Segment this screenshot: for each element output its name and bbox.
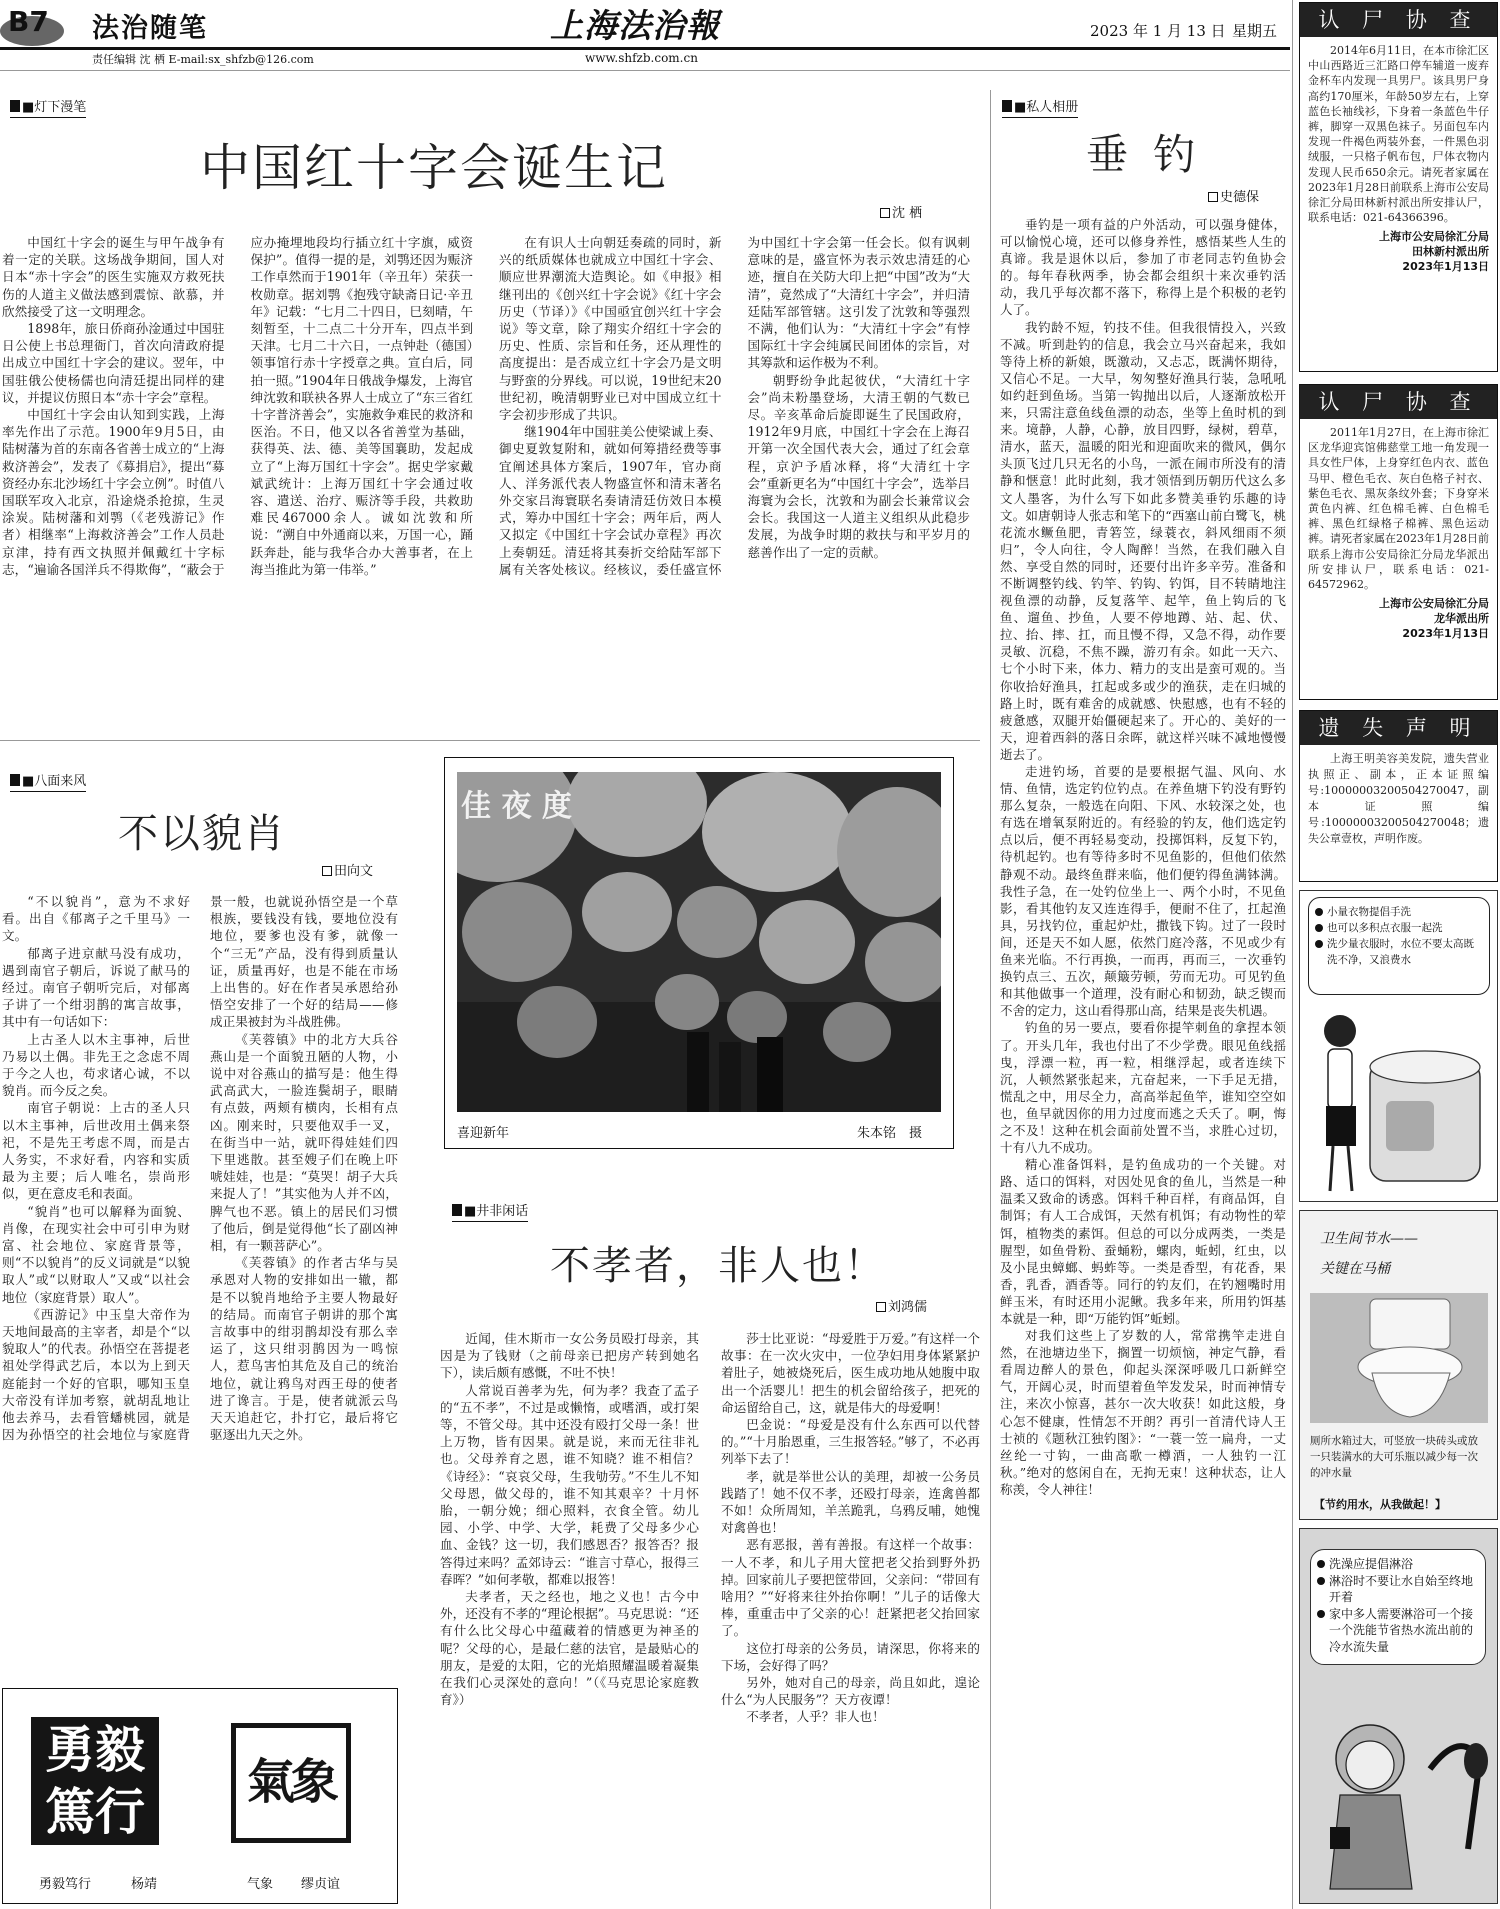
seal-author-2: 缪贞谊 bbox=[301, 1877, 341, 1892]
seal-stamp-2 bbox=[231, 1723, 351, 1843]
lantern-photo bbox=[457, 772, 941, 1112]
seal-stamp-1 bbox=[31, 1717, 159, 1845]
editor-line: 责任编辑 沈 栖 E-mail:sx_shfzb@126.com bbox=[92, 53, 314, 66]
article-title: 不以貌肖 bbox=[118, 811, 286, 857]
notice-sign: 上海市公安局徐汇分局 bbox=[1379, 597, 1489, 611]
notice-body: 2014年6月11日，在本市徐汇区中山西路近三汇路口停车辅道一废弃金杯车内发现一具男尸。该具男尸身高约170厘米，年龄50岁左右，上穿蓝色长袖线衫，下身着一条蓝色牛仔裤，脚穿一双黑色袜子。另面包车内发现一件褐色两装外套，一件黑色羽绒服，一只格子帆布包，尸体衣物内发现人民币650余元。请死者家属在2023年1月28日前联系上海市公安局徐汇分局田林新村派出所安排认尸，联系电话：021-64366396。 bbox=[1308, 44, 1489, 225]
photo-frame bbox=[444, 757, 954, 1149]
section-name: 法治随笔 bbox=[92, 13, 208, 44]
article-body-2: “不以貌肖”，意为不求好看。出自《郁离子之千里马》一文。 郁离子进京献马没有成功，遇到南官子朝后，诉说了献马的经过。南官子朝听完后，对郁离子讲了一个绀羽鹊的寓言故事，其中有一句话如下： 上古圣人以木主事神，后世乃易以土偶。非先王之念虑不周于今之人也，苟求诸心诚，不以貌肖。而今反之矣。 南官子朝说：上古的圣人只以木主事神，后世改用土偶来祭祀，不是先王考虑不周，而是古人务实，不求好看，内容和实质最为主要；后人唯名，崇尚形似，更在意皮毛和表面。 “貌肖”也可以解释为面貌、肖像，在现实社会中可引申为财富、社会地位、家庭背景等，则“不以貌肖”的反义词就是“以貌取人”或“以财取人”又或“以社会地位（家庭背景）取人”。 《西游记》中玉皇大帝作为天地间最高的主宰者，却是个“以貌取人”的代表。孙悟空在菩提老祖处学得武艺后，本以为上到天庭能封一个好的官职，哪知玉皇大帝没有详加考察，就胡乱地让他去养马，去看管蟠桃园，就是因为孙悟空的社会地位与家庭背景一般，也就说孙悟空是一个草根族，要钱没有钱，要地位没有地位，要爹也没有爹，就像一个“三无”产品，没有得到质量认证，质量再好，也是不能在市场上出售的。好在作者吴承恩给孙悟空安排了一个好的结局——修成正果被封为斗战胜佛。 《芙蓉镇》中的北方大兵谷燕山是一个面貌丑陋的人物，小说中对谷燕山的描写是：他生得武高武大，一脸连鬓胡子，眼睛有点鼓，两颊有横肉，长相有点凶。刚来时，只要他双手一叉，在街当中一站，就吓得娃娃们四下里逃散。甚至嫂子们在晚上吓唬娃娃，也是：“莫哭！胡子大兵来捉人了！”其实他为人并不凶，脾气也不恶。镇上的居民们习惯了他后，倒是觉得他“长了副凶神相，有一颗菩萨心”。 《芙蓉镇》的作者古华与吴承恩对人物的安排如出一辙，都是不以貌肖地给予主要人物最好的结局。而南官子朝讲的那个寓言故事中的绀羽鹊却没有那么幸运了，这只绀羽鹊因为一鸣惊人，惹鸟害怕其危及自己的统治地位，就让鸦鸟对西王母的使者进了谗言。于是，使者就派云鸟天天追赶它，扑打它，最后将它驱逐出九天之外。 bbox=[2, 894, 398, 1443]
website: www.shfzb.com.cn bbox=[585, 51, 698, 65]
notice-box-2 bbox=[1299, 384, 1498, 700]
psa-toilet bbox=[1299, 1210, 1498, 1520]
issue-weekday: 星期五 bbox=[1232, 22, 1278, 40]
column-tag-wind: ■八面来风 bbox=[10, 770, 86, 789]
notice-body: 2011年1月27日，在上海市徐汇区龙华迎宾馆佛慈堂工地一角发现一具女性尸体，上身穿红色内衣、蓝色马甲、橙色毛衣、灰白色格子衬衣、紫色毛衣、黑灰条纹外套；下身穿米黄色内裤、红色棉毛裤、白色棉毛裤、黑色红绿格子棉裤、黑色运动裤。请死者家属在2023年1月28日前联系上海市公安局徐汇分局龙华派出所安排认尸，联系电话：021-64572962。 bbox=[1308, 426, 1489, 592]
article-body-3: 近闻，佳木斯市一女公务员殴打母亲，其因是为了钱财（之前母亲已把房产转到她名下），读后颇有感慨，不吐不快！ 人常说百善孝为先，何为孝？我查了孟子的“五不孝”，不过是或懒惰，或嗜酒，或打架等，不管父母。其中还没有殴打父母一条！世上万物，皆有因果。就是说，来而无往非礼也。父母养育之恩，谁不知晓？谁不相信？《诗经》：“哀哀父母，生我劬劳。”不生儿不知父母恩，做父母的，谁不知其艰辛？十月怀胎，一朝分娩；细心照料，衣食全管。幼儿园、小学、中学、大学，耗费了父母多少心血、金钱？这一切，我们感恩否？报答否？报答得过来吗？孟郊诗云：“谁言寸草心，报得三春晖？”如何孝敬，都难以报答！ 夫孝者，天之经也，地之义也！古今中外，还没有不孝的“理论根据”。马克思说：“还有什么比父母心中蕴藏着的情感更为神圣的呢？父母的心，是最仁慈的法官，是最贴心的朋友，是爱的太阳，它的光焰照耀温暖着凝集在我们心灵深处的意向！”（《马克思论家庭教育》） 莎士比亚说：“母爱胜于万爱。”有这样一个故事：在一次火灾中，一位孕妇用身体紧紧护着肚子，她被烧死后，医生成功地从她腹中取出一个活婴儿！把生的机会留给孩子，把死的命运留给自己，这，就是伟大的母爱啊！ 巴金说：“母爱是没有什么东西可以代替的。”“十月胎恩重，三生报答轻。”够了，不必再列举下去了！ 孝，就是举世公认的美理，却被一公务员践踏了！她不仅不孝，还殴打母亲，连禽兽都不如！众所周知，羊羔跪乳，乌鸦反哺，她愧对禽兽也！ 恶有恶报，善有善报。有这样一个故事：一人不孝，和儿子用大筐把老父抬到野外扔掉。回家前儿子要把筐带回，父亲问：“带回有啥用？”“好将来往外抬你啊！”儿子的话像大棒，重重击中了父亲的心！赶紧把老父抬回家了。 这位打母亲的公务员，请深思，你将来的下场，会好得了吗？ 另外，她对自己的母亲，尚且如此，遑论什么“为人民服务”？天方夜谭！ 不孝者，人乎？非人也！ bbox=[440, 1331, 980, 1725]
psa-slogan: 【节约用水，从我做起！】 bbox=[1314, 1498, 1446, 1511]
divider bbox=[0, 740, 980, 741]
byline: 田向文 bbox=[322, 860, 373, 879]
notice-sign: 田林新村派出所 bbox=[1412, 245, 1489, 259]
notice-date: 2023年1月13日 bbox=[1402, 627, 1489, 641]
washing-machine-illustration bbox=[1300, 1001, 1497, 1201]
notice-body: 上海王明美容美发院，遗失营业执照正、副本，正本证照编号:10000003200504270047，副本证照编号:10000003200504270048；遗失公章壹枚，声明作废。 bbox=[1308, 752, 1489, 845]
seal-author-1: 杨靖 bbox=[131, 1877, 158, 1892]
notice-title: 认 尸 协 查 bbox=[1300, 385, 1497, 419]
byline: 刘鸿儒 bbox=[876, 1296, 927, 1315]
woman-shower-illustration bbox=[1300, 1699, 1497, 1899]
article-body-4: 垂钓是一项有益的户外活动，可以强身健体，可以愉悦心境，还可以修身养性，感悟某些人生的真谛。我是退休以后，参加了市老同志钓鱼协会的。每年春秋两季，协会都会组织十来次垂钓活动，我几乎每次都不落下，称得上是个积极的老钓人了。 我钓龄不短，钓技不佳。但我很情投入，兴致不减。听到赴钓的信息，我会立马兴奋起来，我如等待上桥的新娘，既激动，又忐忑，既满怀期待，又信心不足。一大早，匆匆整好渔具行装，急吼吼如约赶到鱼场。当第一钩抛出以后，人逐渐放松开来，只需注意鱼线鱼漂的动态，坐等上鱼时机的到来。境静，人静，心静，放目四野，绿树，碧草，清水，蓝天，温暖的阳光和迎面吹来的微风，偶尔头顶飞过几只无名的小鸟，一派在闹市所没有的清静和惬意！此时此刻，我才领悟到历朝历代这么多文人墨客，为什么写下如此多赞美垂钓乐趣的诗文。如唐朝诗人张志和笔下的“西塞山前白鹭飞，桃花流水鳜鱼肥，青箬笠，绿蓑衣，斜风细雨不须归”，令人向往，令人陶醉！当然，在我们融入自然、享受自然的同时，还要付出许多辛劳。准备和不断调整钓线、钓竿、钓钩、钓饵，目不转睛地注视鱼漂的动静，反复落竿、起竿，鱼上钩后的飞鱼、遛鱼、抄鱼，人要不停地蹲、站、起、伏、拉、抬、摔、扛，而且慢不得，又急不得，动作要灵敏、沉稳，不焦不躁，游刃有余。如此一天六、七个小时下来，体力、精力的支出是蛮可观的。当你收拾好渔具，扛起或多或少的渔获，走在归城的路上时，既有难舍的成就感、快慰感，也有不轻的疲惫感，双腿开始僵硬起来了。开心的、美好的一天，迎着西斜的落日余晖，就这样兴味不减地慢慢逝去了。 走进钓场，首要的是要根据气温、风向、水情、鱼情，选定钓位钓点。在养鱼塘下钓没有野钓那么复杂，一般选在向阳、下风、水较深之处，也有选在增氧泵附近的。有经验的钓友，他们选定钓点以后，便不再轻易变动，投掷饵料，反复下钓，待机起钓。也有等待多时不见鱼影的，但他们依然静观不动。最终鱼群来临，他们便钓得鱼满钵满。我性子急，在一处钓位坐上一、两个小时，不见鱼影，看其他钓友又连连得手，便耐不住了，扛起渔具，另找钓位，重起炉灶，撒钱下钩。过了一段时间，还是天不如人愿，依然门庭冷落，不见或少有鱼来光临。不行再换，一而再，再而三，一次垂钓换钓点三、五次，颠簸劳顿，劳而无功。可见钓鱼和其他做事一个道理，没有耐心和韧劲，缺乏锲而不舍的定力，这山看得那山高，结果是丧失机遇。 钓鱼的另一要点，要看你提竿刺鱼的拿捏本领了。开头几年，我也付出了不少学费。眼见鱼线摇曳，浮漂一粒，再一粒，相继浮起，或者连续下沉，人顿然紧张起来，亢奋起来，一下手足无措，慌乱之中，用尽全力，高高举起鱼竿，谁知空空如也，鱼早就因你的用力过度而逃之夭夭了。啊，悔之不及！这种在机会面前处置不当，求胜心过切，十有八九不成功。 精心准备饵料，是钓鱼成功的一个关键。对路、适口的饵料，对因处见食的鱼儿，当然是一种温柔又致命的诱惑。饵料千种百样，有商品饵，自制饵；有人工合成饵，天然有机饵；有动物性的荤饵，植物类的素饵。但总的可以分成两类，一类是腥型，如鱼骨粉、蚕蛹粉，螺肉，蚯蚓，红虫，以及小昆虫蟑螂、蚂蚱等。一类是香型，有花香，果香，乳香，酒香等。同行的钓友们，在钓翘嘴时用鲜玉米，有时还用小泥鳅。我多年来，所用钓饵基本就是一种，即“万能钓饵”蚯蚓。 对我们这些上了岁数的人，常常携竿走进自然，在池塘边坐下，搁置一切烦恼，神定气静，看看周边醉人的景色，仰起头深深呼吸几口新鲜空气，开阔心灵，时而望着鱼竿发发呆，时而神情专注，来次小惊喜，甚尔一次大收获！如此这般，身心怎不健康，性情怎不开朗？再引一首清代诗人王士祯的《题秋江独钓图》：“一蓑一笠一扁舟，一丈丝纶一寸钩，一曲高歌一樽酒，一人独钓一江秋。”绝对的悠闲自在，无拘无束！这种状态，让人称羡，令人神往！ bbox=[1000, 217, 1286, 1497]
lantern-image bbox=[457, 772, 941, 1112]
seal-caption-2: 气象 bbox=[247, 1877, 274, 1892]
issue-date: 2023 年 1 月 13 日 bbox=[1090, 22, 1226, 40]
article-title: 垂 钓 bbox=[1086, 130, 1202, 179]
psa-heading: 卫生间节水—— bbox=[1320, 1231, 1418, 1247]
psa-bubble: 小量衣物提倡手洗 也可以多积点衣服一起洗 洗少量衣服时，水位不要太高既洗不净，又浪费水 bbox=[1308, 897, 1490, 995]
seal-glyph-2: 氣象 bbox=[246, 1754, 335, 1810]
notice-sign: 龙华派出所 bbox=[1434, 612, 1489, 626]
notice-sign: 上海市公安局徐汇分局 bbox=[1379, 230, 1489, 244]
byline: 沈 栖 bbox=[880, 202, 922, 221]
article-title: 不孝者，非人也！ bbox=[550, 1243, 886, 1289]
byline: 史德保 bbox=[1208, 186, 1259, 205]
divider bbox=[990, 90, 991, 1909]
psa-shower bbox=[1299, 1528, 1498, 1904]
psa-laundry bbox=[1299, 890, 1498, 1202]
seal-glyph-1: 勇毅篤行 bbox=[45, 1720, 145, 1841]
lantern-text: 佳 夜 度 bbox=[461, 789, 572, 824]
notice-title: 认 尸 协 查 bbox=[1300, 3, 1497, 37]
photo-caption: 喜迎新年 bbox=[457, 1126, 510, 1141]
article-title: 中国红十字会诞生记 bbox=[200, 139, 668, 197]
page-code: B7 bbox=[8, 5, 49, 38]
notice-box-1 bbox=[1299, 2, 1498, 372]
toilet-illustration bbox=[1310, 1293, 1488, 1423]
divider bbox=[1292, 0, 1293, 1909]
photo-credit: 朱本铭 摄 bbox=[857, 1126, 923, 1141]
column-tag-album: ■私人相册 bbox=[1002, 96, 1078, 115]
column-tag-well: ■井非闲话 bbox=[452, 1200, 528, 1219]
psa-heading: 关键在马桶 bbox=[1320, 1261, 1390, 1277]
article-body-1: 中国红十字会的诞生与甲午战争有着一定的关联。这场战争期间，国人对日本“赤十字会”的医生实施双方救死扶伤的人道主义做法感到震惊、歆慕，并欣然接受了这一文明理念。 1898年，旅日侨商孙淦通过中国驻日公使上书总理衙门，首次向清政府提出成立中国红十字会的建议。翌年，中国驻俄公使杨儒也向清廷提出同样的建议，并提议仿照日本“赤十字会”章程。 中国红十字会由认知到实践，上海率先作出了示范。1900年9月5日，由陆树藩为首的东南各省善士成立的“上海救济善会”，发表了《募捐启》，提出“募资经办东北沙场红十字会立例”。时值八国联军攻入北京，沿途烧杀抢掠，生灵涂炭。陆树藩和刘鹗（《老残游记》作者）相继率“上海救济善会”工作人员赴京津，持有西文执照并佩戴红十字标志，“遍谕各国洋兵不得欺侮”，“蔽会于应办掩埋地段均行插立红十字旗，威资保护”。值得一提的是，刘鹗还因为赈济工作卓然而于1901年（辛丑年）荣获一枚勋章。据刘鹗《抱残守缺斋日记·辛丑年》记载：“七月二十四日，巳刻晴，午刻暂至，十二点二十分开车，四点半到天津。七月二十六日，一点钟赴（德国）领事馆行赤十字授章之典。宣白后，同拍一照。”1904年日俄战争爆发，上海官绅沈敦和联袂各界人士成立了“东三省红十字普济善会”，实施救争难民的救济和医治。不日，他又以各省善堂为基础，获得英、法、德、美等国襄助，发起成立了“上海万国红十字会”。据史学家戴斌武统计：上海万国红十字会通过收容、遣送、治疗、赈济等手段，共救助难民467000余人。诚如沈敦和所说：“溯自中外通商以来，万国一心，踊跃奔赴，能与我华合办大善事者，在上海当推此为第一伟举。” 在有识人士向朝廷奏疏的同时，新兴的纸质媒体也就成立中国红十字会、顺应世界潮流大造舆论。如《申报》相继刊出的《创兴红十字会说》《红十字会历史（节译）》《中国亟宜创兴红十字会说》等文章，除了翔实介绍红十字会的历史、性质、宗旨和任务，还从理性的高度提出：是否成立红十字会乃是文明与野蛮的分界线。可以说，19世纪末20世纪初，晚清朝野业已对中国成立红十字会初步形成了共识。 继1904年中国驻美公使梁诚上奏、御史夏敦复附和，就如何筹措经费等事宜阐述具体方案后，1907年，官办商人、洋务派代表人物盛宣怀和清末著名外交家吕海寰联名奏请清廷仿效日本模式，筹办中国红十字会；两年后，两人又拟定《中国红十字会试办章程》再次上奏朝廷。清廷将其奏折交给陆军部下属有关客处核议。经核议，委任盛宣怀为中国红十字会第一任会长。似有讽刺意味的是，盛宣怀为表示效忠清廷的心迹，擅自在关防大印上把“中国”改为“大清”，竟然成了“大清红十字会”，并归清廷陆军部管辖。这引发了沈敦和等强烈不满，他们认为：“大清红十字会”有悖国际红十字会纯属民间团体的宗旨，对其筹款和运作极为不利。 朝野纷争此起彼伏，“大清红十字会”尚未粉墨登场，大清王朝的气数已尽。辛亥革命后旋即诞生了民国政府，1912年9月底，中国红十字会在上海召开第一次全国代表大会，通过了红会章程，京沪予盾冰释，将“大清红十字会”重新更名为“中国红十字会”，选举吕海寰为会长，沈敦和为副会长兼常议会会长。我国这一人道主义组织从此稳步发展，为战争时期的救扶与和平岁月的慈善作出了一定的贡献。 bbox=[2, 235, 970, 577]
notice-date: 2023年1月13日 bbox=[1402, 260, 1489, 274]
psa-text: 厕所水箱过大，可竖放一块砖头或放一只装满水的大可乐瓶以减少每一次的冲水量 bbox=[1310, 1435, 1478, 1479]
notice-title: 遗 失 声 明 bbox=[1300, 711, 1497, 745]
page-badge bbox=[0, 2, 70, 42]
seal-caption-1: 勇毅笃行 bbox=[39, 1877, 92, 1892]
notice-box-3 bbox=[1299, 710, 1498, 882]
header-rule-thin bbox=[0, 70, 1290, 71]
column-tag-lamp: ■灯下漫笔 bbox=[10, 96, 86, 115]
masthead-logo: 上海法治報 bbox=[550, 6, 720, 45]
psa-bubble: 洗澡应提倡淋浴 淋浴时不要让水自始至终地开着 家中多人需要淋浴可一个接一个洗能节省热水流出前的冷水流失量 bbox=[1310, 1549, 1486, 1665]
seal-box bbox=[2, 1688, 398, 1904]
header-rule bbox=[0, 47, 1290, 50]
